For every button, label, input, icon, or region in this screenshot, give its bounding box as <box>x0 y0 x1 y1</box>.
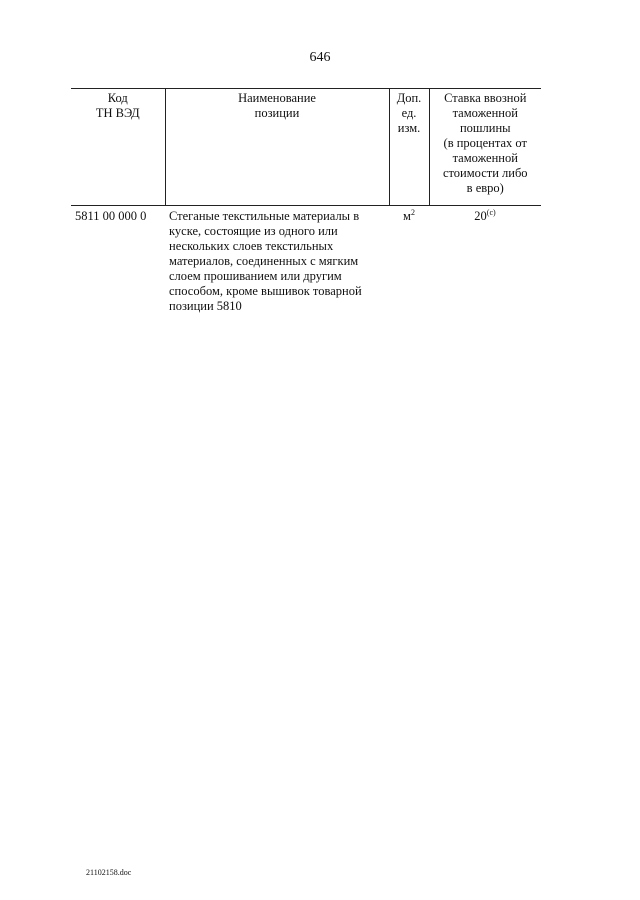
header-unit: Доп. ед. изм. <box>389 89 429 206</box>
rate-footnote: (с) <box>486 208 496 217</box>
page-number: 646 <box>309 50 331 65</box>
header-name: Наименование позиции <box>165 89 389 206</box>
header-code: Код ТН ВЭД <box>71 89 165 206</box>
table-header-row <box>71 89 541 206</box>
table-row <box>71 206 541 315</box>
cell-unit <box>389 206 429 315</box>
cell-code: 5811 00 000 0 <box>75 209 147 223</box>
header-duty-rate: Ставка ввозной таможенной пошлины (в процентах от таможенной стоимости либо в евро) <box>429 89 541 206</box>
tariff-table <box>71 88 541 314</box>
rate-text: 20 <box>474 209 487 223</box>
cell-rate <box>429 206 541 315</box>
cell-description: Стеганые текстильные материалы в куске, состоящие из одного или нескольких слоев текстильных материалов, соединенных с мягким слоем прошиванием или другим способом, кроме вышивок товарной позиции 5810 <box>169 209 362 313</box>
footer-filename: 21102158.doc <box>86 868 132 877</box>
unit-text: м <box>403 209 411 223</box>
unit-superscript: 2 <box>410 208 415 217</box>
